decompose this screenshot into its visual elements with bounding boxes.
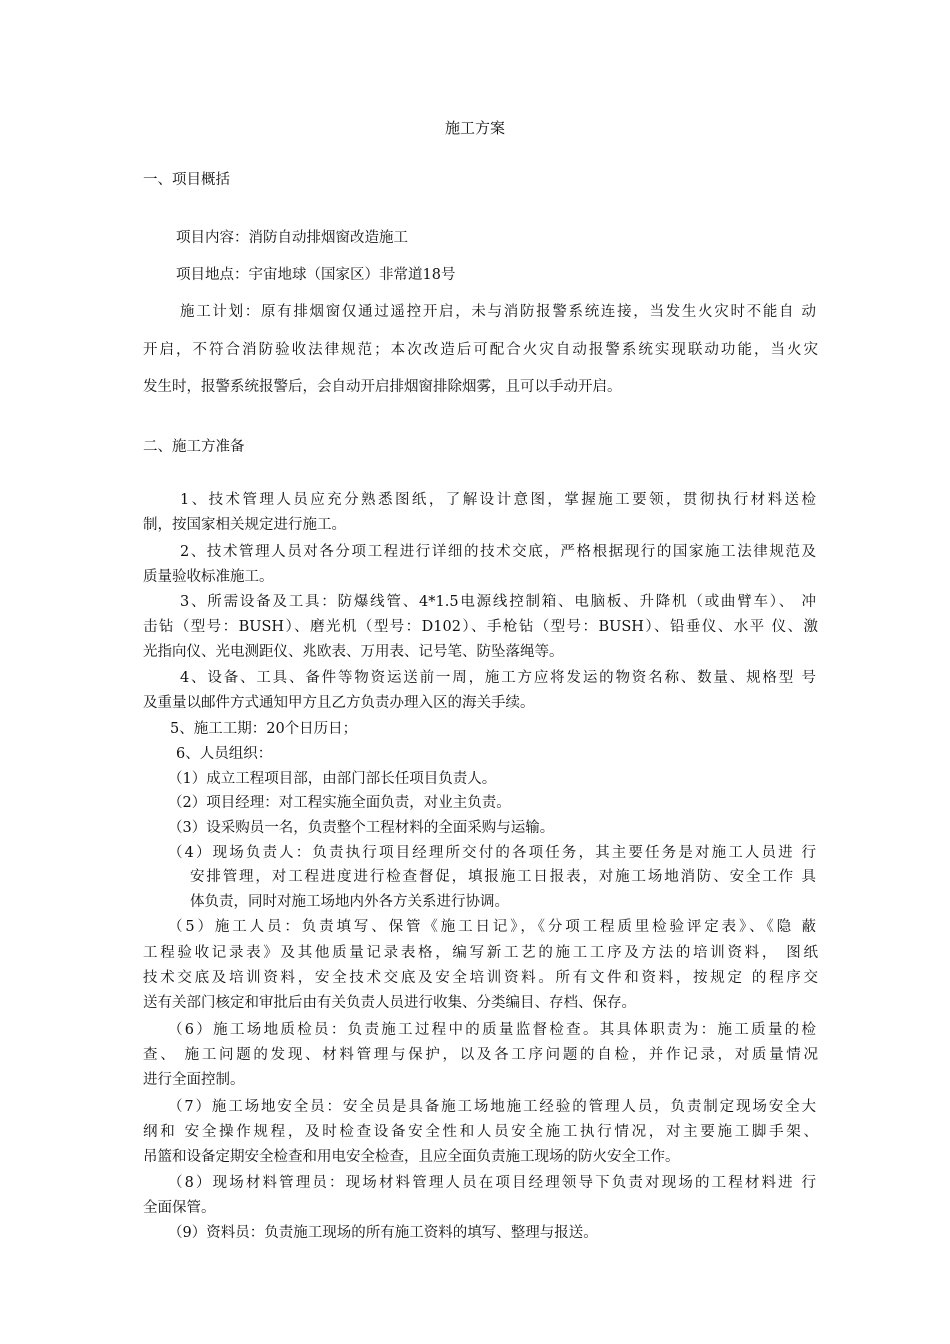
body-line: 1、技术管理人员应充分熟悉图纸，了解设计意图，掌握施工要领，贯彻执行材料送检 xyxy=(180,492,816,508)
body-line: （7）施工场地安全员：安全员是具备施工场地施工经验的管理人员，负责制定现场安全大 xyxy=(168,1099,816,1115)
body-line: 光指向仪、光电测距仪、兆欧表、万用表、记号笔、防坠落绳等。 xyxy=(143,644,564,660)
body-line: 吊篮和设备定期安全检查和用电安全检查，且应全面负责施工现场的防火安全工作。 xyxy=(143,1149,680,1165)
body-line: （6）施工场地质检员：负责施工过程中的质量监督检查。其具体职责为：施工质量的检 xyxy=(168,1022,816,1038)
body-line: 纲和 安全操作规程，及时检查设备安全性和人员安全施工执行情况，对主要施工脚手架、 xyxy=(143,1124,818,1140)
body-line: 查、 施工问题的发现、材料管理与保护，以及各工序问题的自检，并作记录，对质量情况 xyxy=(143,1047,818,1063)
plan-line: 开启，不符合消防验收法律规范；本次改造后可配合火灾自动报警系统实现联动功能，当火灾 xyxy=(143,342,818,358)
body-line: 体负责，同时对施工场地内外各方关系进行协调。 xyxy=(190,894,509,910)
project-content: 项目内容：消防自动排烟窗改造施工 xyxy=(176,230,408,246)
body-line: （1）成立工程项目部，由部门部长任项目负责人。 xyxy=(168,771,497,787)
body-line: 技术交底及培训资料，安全技术交底及安全培训资料。所有文件和资料，按规定 的程序交 xyxy=(143,970,818,986)
document-title: 施工方案 xyxy=(444,119,505,137)
plan-line: 发生时，报警系统报警后，会自动开启排烟窗排除烟雾，且可以手动开启。 xyxy=(143,379,622,395)
body-line: （8）现场材料管理员：现场材料管理人员在项目经理领导下负责对现场的工程材料进 行 xyxy=(168,1175,816,1191)
body-line: 工程验收记录表》及其他质量记录表格，编写新工艺的施工工序及方法的培训资料， 图纸 xyxy=(143,945,818,961)
section-heading: 一、项目概括 xyxy=(143,172,230,188)
body-line: 全面保管。 xyxy=(143,1200,216,1216)
body-line: 2、技术管理人员对各分项工程进行详细的技术交底，严格根据现行的国家施工法律规范及 xyxy=(180,544,816,560)
body-line: 送有关部门核定和审批后由有关负责人员进行收集、分类编目、存档、保存。 xyxy=(143,995,636,1011)
body-line: 及重量以邮件方式通知甲方且乙方负责办理入区的海关手续。 xyxy=(143,695,535,711)
body-line: 5、施工工期：20个日历日； xyxy=(170,721,358,737)
body-line: 进行全面控制。 xyxy=(143,1072,245,1088)
body-line: 6、人员组织： xyxy=(176,746,273,762)
body-line: （9）资料员：负责施工现场的所有施工资料的填写、整理与报送。 xyxy=(168,1225,598,1241)
body-line: 制，按国家相关规定进行施工。 xyxy=(143,517,346,533)
body-line: （2）项目经理：对工程实施全面负责，对业主负责。 xyxy=(168,795,511,811)
body-line: 4、设备、工具、备件等物资运送前一周，施工方应将发运的物资名称、数量、规格型 号 xyxy=(180,670,816,686)
section-heading: 二、施工方准备 xyxy=(143,439,245,455)
project-location: 项目地点：宇宙地球（国家区）非常道18号 xyxy=(176,267,456,283)
body-line: 质量验收标准施工。 xyxy=(143,569,274,585)
body-line: （5）施工人员：负责填写、保管《施工日记》，《分项工程质里检验评定表》、《隐 蔽 xyxy=(168,919,816,935)
body-line: 3、所需设备及工具：防爆线管、4*1.5电源线控制箱、电脑板、升降机（或曲臂车）、 冲 xyxy=(180,594,816,610)
plan-line: 施工计划：原有排烟窗仅通过遥控开启，未与消防报警系统连接，当发生火灾时不能自 动 xyxy=(180,304,816,320)
body-line: 击钻（型号：BUSH）、磨光机（型号：D102）、手枪钻（型号：BUSH）、铅垂仪、水平 仪、激 xyxy=(143,619,818,635)
body-line: （4）现场负责人：负责执行项目经理所交付的各项任务，其主要任务是对施工人员进 行 xyxy=(168,845,816,861)
body-line: （3）设采购员一名，负责整个工程材料的全面采购与运输。 xyxy=(168,820,555,836)
body-line: 安排管理，对工程进度进行检查督促，填报施工日报表，对施工场地消防、安全工作 具 xyxy=(190,869,816,885)
